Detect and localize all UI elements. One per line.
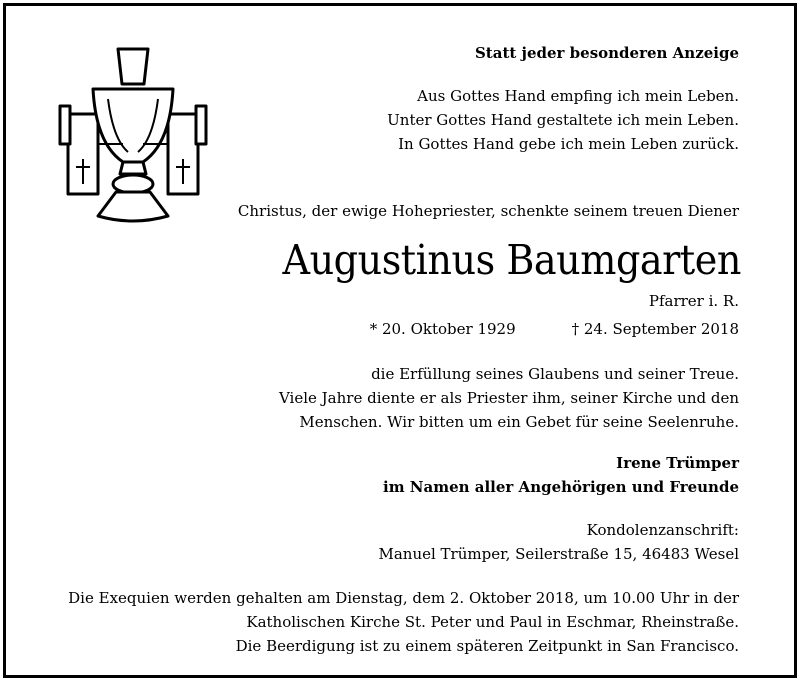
exequien-info (68, 586, 739, 658)
notice-frame (3, 3, 797, 678)
death-date: † 24. September 2018 (571, 320, 739, 338)
exequien-line: Die Beerdigung ist zu einem späteren Zeitpunkt in San Francisco. (235, 637, 739, 655)
condolence-address (378, 518, 739, 566)
deceased-title: Pfarrer i. R. (648, 292, 739, 310)
body-line: Viele Jahre diente er als Priester ihm, seiner Kirche und den (278, 389, 739, 407)
chalice-with-stoles-icon (58, 44, 208, 229)
body-text (279, 362, 739, 434)
deceased-name: Augustinus Baumgarten (282, 236, 741, 284)
address-line: Manuel Trümper, Seilerstraße 15, 46483 Wesel (378, 545, 739, 563)
address-label: Kondolenzanschrift: (586, 521, 739, 539)
exequien-line: Die Exequien werden gehalten am Dienstag, dem 2. Oktober 2018, um 10.00 Uhr in der (68, 589, 739, 607)
verse-line: Aus Gottes Hand empfing ich mein Leben. (417, 87, 739, 105)
intro-line: Christus, der ewige Hohepriester, schenkte seinem treuen Diener (237, 202, 739, 220)
birth-date: * 20. Oktober 1929 (369, 320, 516, 338)
body-line: Menschen. Wir bitten um ein Gebet für seine Seelenruhe. (299, 413, 739, 431)
notice-header: Statt jeder besonderen Anzeige (474, 44, 739, 62)
verse-line: In Gottes Hand gebe ich mein Leben zurück. (398, 135, 739, 153)
life-dates (370, 317, 739, 341)
verse-line: Unter Gottes Hand gestaltete ich mein Leben. (387, 111, 739, 129)
verse (387, 84, 739, 156)
signer-note: im Namen aller Angehörigen und Freunde (383, 478, 739, 496)
exequien-line: Katholischen Kirche St. Peter und Paul in Eschmar, Rheinstraße. (246, 613, 739, 631)
signers (383, 451, 739, 499)
signer-name: Irene Trümper (616, 454, 739, 472)
body-line: die Erfüllung seines Glaubens und seiner Treue. (371, 365, 739, 383)
